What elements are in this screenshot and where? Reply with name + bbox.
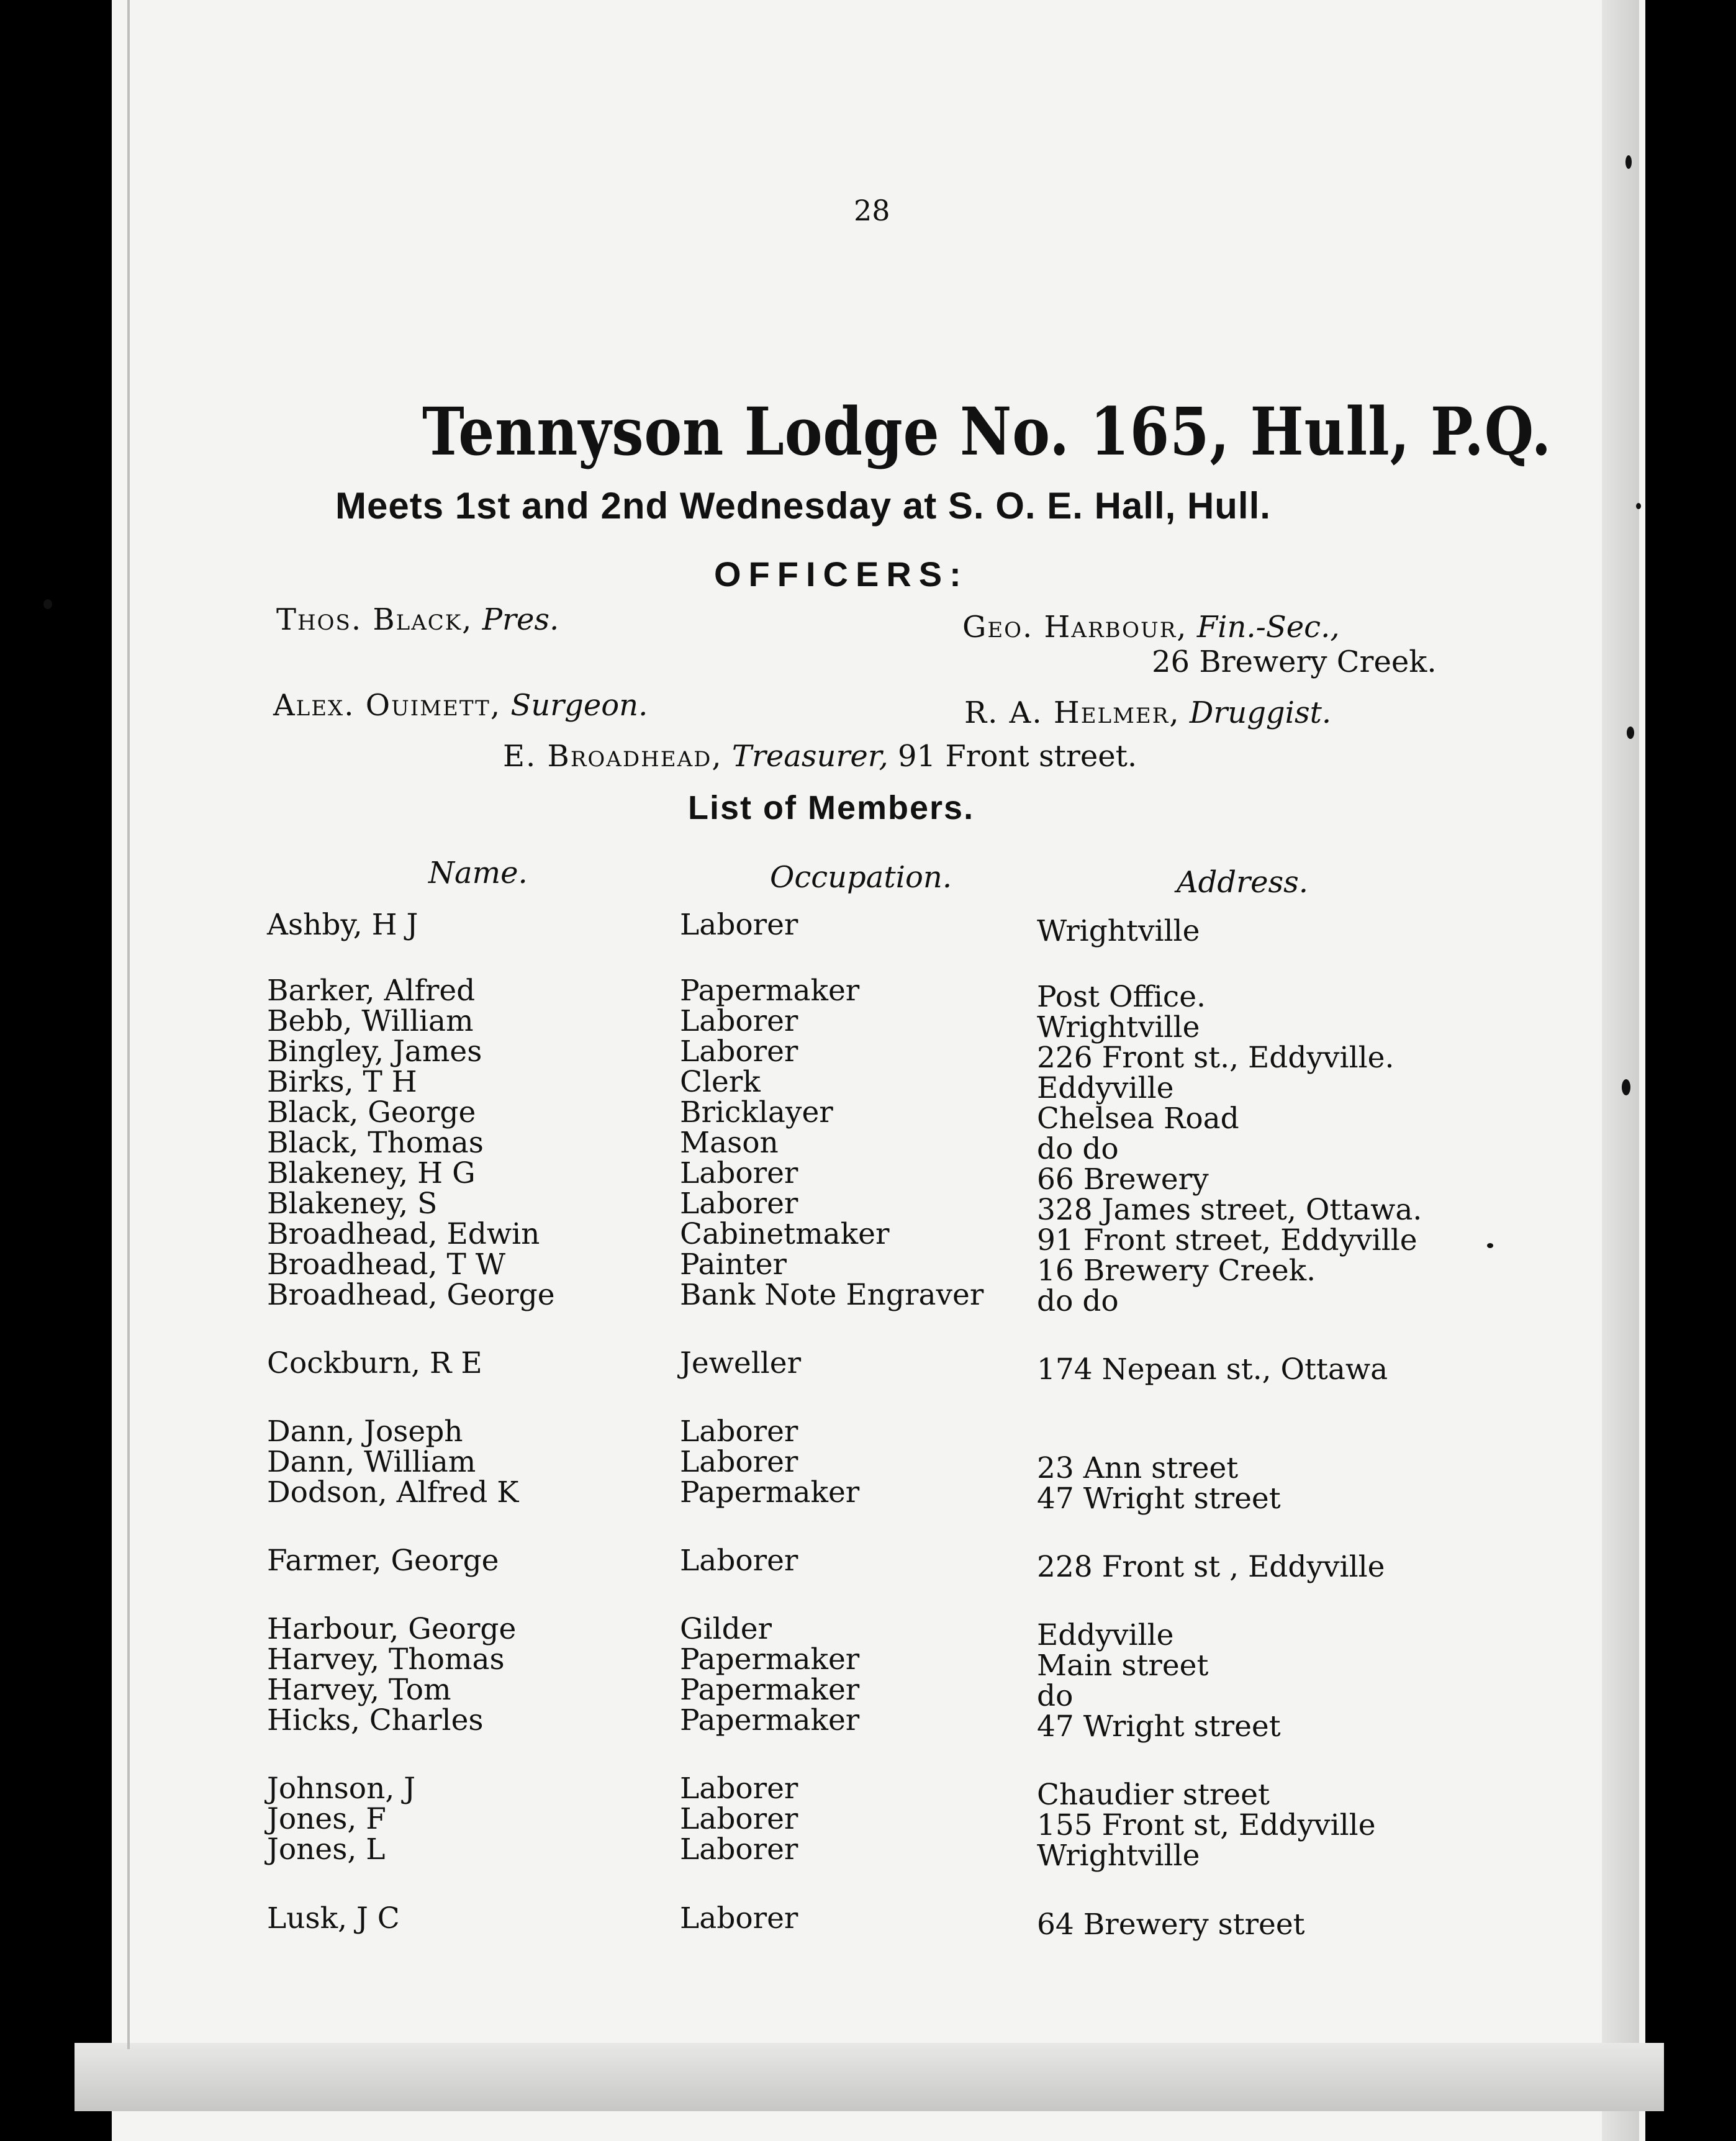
member-name: Black, George — [267, 1095, 476, 1129]
column-header-name: Name. — [428, 856, 528, 890]
officer-role: Fin.-Sec., — [1196, 610, 1340, 645]
officer-fin-sec-address: 26 Brewery Creek. — [1152, 645, 1437, 679]
member-name: Harvey, Tom — [267, 1673, 451, 1707]
officer-role: Treasurer, — [731, 739, 888, 774]
member-occupation: Laborer — [680, 1445, 798, 1479]
officer-president — [276, 602, 559, 637]
officer-address: 91 Front street. — [898, 739, 1137, 774]
member-address: 226 Front st., Eddyville. — [1037, 1041, 1395, 1075]
officer-name: Geo. Harbour, — [962, 610, 1188, 645]
member-address: Wrightville — [1037, 1010, 1200, 1044]
member-name: Birks, T H — [267, 1065, 417, 1099]
member-address: do do — [1037, 1284, 1119, 1318]
member-occupation: Laborer — [680, 1004, 798, 1038]
member-name: Harbour, George — [267, 1612, 517, 1646]
scan-speck — [1625, 155, 1632, 169]
scan-speck — [1636, 503, 1641, 509]
officer-name: E. Broadhead, — [503, 739, 723, 774]
scan-speck — [43, 599, 52, 609]
member-address: 23 Ann street — [1037, 1451, 1239, 1485]
officer-fin-sec — [962, 610, 1340, 645]
member-occupation: Laborer — [680, 1802, 798, 1836]
member-occupation: Papermaker — [680, 1475, 860, 1510]
member-occupation: Papermaker — [680, 1673, 860, 1707]
member-name: Bingley, James — [267, 1034, 482, 1069]
member-address: do do — [1037, 1132, 1119, 1166]
scan-speck — [1627, 726, 1634, 739]
member-name: Ashby, H J — [267, 908, 418, 942]
member-name: Broadhead, George — [267, 1278, 555, 1312]
member-address: Eddyville — [1037, 1071, 1174, 1105]
member-occupation: Jeweller — [680, 1346, 802, 1380]
scan-speck — [1487, 1243, 1493, 1248]
member-occupation: Laborer — [680, 908, 798, 942]
member-occupation: Papermaker — [680, 974, 860, 1008]
member-address: Wrightville — [1037, 1839, 1200, 1873]
officers-heading: OFFICERS: — [714, 554, 969, 594]
page-edge-bottom — [75, 2043, 1664, 2111]
member-occupation: Cabinetmaker — [680, 1217, 890, 1251]
officer-role: Pres. — [482, 602, 559, 637]
member-occupation: Laborer — [680, 1187, 798, 1221]
member-occupation: Clerk — [680, 1065, 761, 1099]
scan-speck — [1622, 1079, 1630, 1095]
officer-name: Alex. Ouimett, — [273, 688, 502, 723]
member-occupation: Laborer — [680, 1156, 798, 1190]
member-occupation: Laborer — [680, 1901, 798, 1935]
meeting-info: Meets 1st and 2nd Wednesday at S. O. E. Hall, Hull. — [335, 485, 1271, 527]
member-occupation: Papermaker — [680, 1642, 860, 1677]
gutter-line — [127, 0, 130, 2049]
member-occupation: Laborer — [680, 1772, 798, 1806]
member-address: 328 James street, Ottawa. — [1037, 1193, 1422, 1227]
member-name: Broadhead, Edwin — [267, 1217, 540, 1251]
member-name: Johnson, J — [267, 1772, 416, 1806]
member-name: Bebb, William — [267, 1004, 474, 1038]
member-name: Barker, Alfred — [267, 974, 476, 1008]
member-occupation: Papermaker — [680, 1703, 860, 1737]
member-occupation: Mason — [680, 1126, 779, 1160]
member-address: Main street — [1037, 1649, 1209, 1683]
column-header-occupation: Occupation. — [770, 860, 952, 895]
officer-druggist — [964, 695, 1331, 730]
members-list-heading: List of Members. — [688, 789, 975, 826]
member-address: Wrightville — [1037, 914, 1200, 948]
member-name: Dodson, Alfred K — [267, 1475, 519, 1510]
page-number: 28 — [854, 194, 890, 227]
member-name: Dann, William — [267, 1445, 476, 1479]
officer-name: Thos. Black, — [276, 602, 473, 637]
member-address: Chaudier street — [1037, 1778, 1270, 1812]
member-address: 155 Front st, Eddyville — [1037, 1808, 1376, 1842]
member-address: 64 Brewery street — [1037, 1908, 1305, 1942]
officer-treasurer — [503, 739, 1137, 774]
member-occupation: Laborer — [680, 1415, 798, 1449]
officer-role: Druggist. — [1189, 695, 1332, 730]
member-occupation: Bank Note Engraver — [680, 1278, 984, 1312]
member-occupation: Painter — [680, 1247, 787, 1282]
member-address: 91 Front street, Eddyville — [1037, 1223, 1417, 1257]
member-address: 47 Wright street — [1037, 1709, 1281, 1744]
member-name: Harvey, Thomas — [267, 1642, 505, 1677]
member-name: Jones, L — [267, 1832, 386, 1867]
member-name: Dann, Joseph — [267, 1415, 463, 1449]
member-address: 47 Wright street — [1037, 1482, 1281, 1516]
member-name: Hicks, Charles — [267, 1703, 484, 1737]
column-header-address: Address. — [1177, 865, 1308, 900]
officer-name: R. A. Helmer, — [964, 695, 1180, 730]
member-name: Blakeney, H G — [267, 1156, 476, 1190]
member-name: Broadhead, T W — [267, 1247, 506, 1282]
member-address: 174 Nepean st., Ottawa — [1037, 1352, 1388, 1387]
officer-surgeon — [273, 688, 648, 723]
member-name: Lusk, J C — [267, 1901, 400, 1935]
member-occupation: Laborer — [680, 1544, 798, 1578]
member-address: Chelsea Road — [1037, 1102, 1239, 1136]
member-address: 228 Front st , Eddyville — [1037, 1550, 1385, 1584]
member-address: 66 Brewery — [1037, 1162, 1209, 1197]
member-address: Eddyville — [1037, 1618, 1174, 1652]
member-occupation: Laborer — [680, 1034, 798, 1069]
page-edge-right — [1602, 0, 1639, 2141]
member-occupation: Bricklayer — [680, 1095, 833, 1129]
member-name: Black, Thomas — [267, 1126, 484, 1160]
member-address: 16 Brewery Creek. — [1037, 1254, 1316, 1288]
officer-role: Surgeon. — [510, 688, 648, 723]
member-address: do — [1037, 1679, 1074, 1713]
member-name: Cockburn, R E — [267, 1346, 482, 1380]
member-address: Post Office. — [1037, 980, 1206, 1014]
member-name: Blakeney, S — [267, 1187, 438, 1221]
member-occupation: Laborer — [680, 1832, 798, 1867]
member-name: Jones, F — [267, 1802, 386, 1836]
member-occupation: Gilder — [680, 1612, 772, 1646]
lodge-title: Tennyson Lodge No. 165, Hull, P.Q. — [422, 392, 1552, 470]
member-name: Farmer, George — [267, 1544, 499, 1578]
